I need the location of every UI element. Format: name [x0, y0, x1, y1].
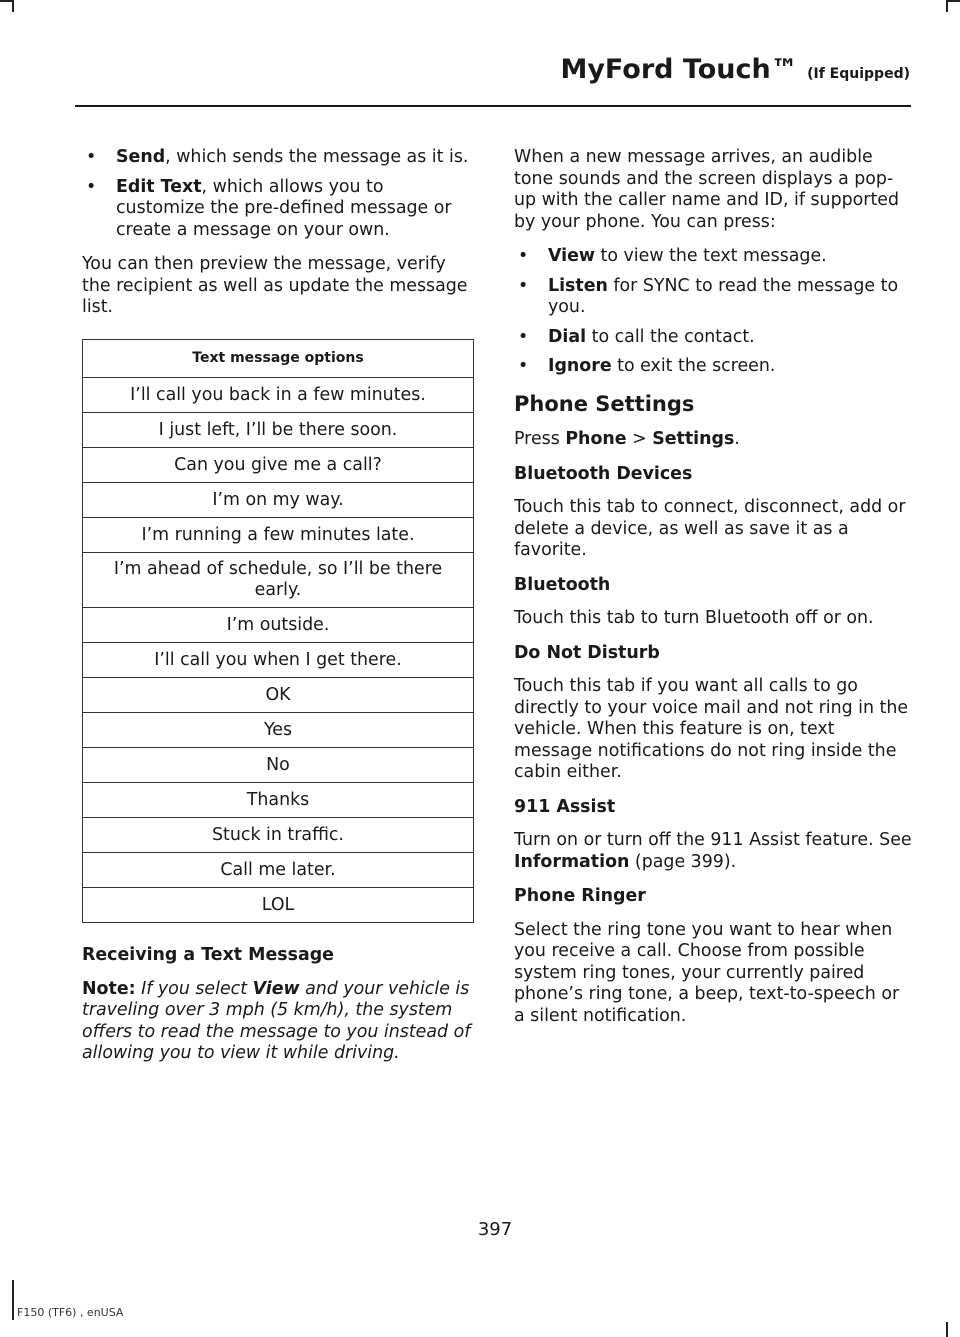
bullet-term: View [548, 246, 595, 266]
note-label: Note: [82, 978, 136, 999]
paragraph: Touch this tab if you want all calls to go directly to your voice mail and not ring in the vehicle. When this feature is on, text message notifications do not ring inside the cabin either. [514, 676, 909, 782]
bullet-term: Listen [548, 275, 608, 296]
table-header: Text message options [83, 339, 474, 378]
crop-mark [0, 0, 12, 2]
note-text: and your vehicle is traveling over 3 mph (5 km/h), the system offers to read the message to you instead of allowing you to view it while driving. [82, 978, 471, 1063]
table-cell: LOL [83, 888, 474, 923]
table-row [83, 413, 474, 448]
text: . [734, 429, 740, 449]
page-number: 397 [477, 1219, 513, 1240]
table-cell: I’m ahead of schedule, so I’ll be there early. [83, 553, 474, 608]
table-row [83, 783, 474, 818]
table-cell: I’ll call you back in a few minutes. [83, 378, 474, 413]
text: (page 399). [629, 851, 737, 872]
section-heading: Bluetooth Devices [514, 463, 693, 484]
section-heading: Do Not Disturb [514, 642, 660, 663]
list-item [514, 276, 914, 319]
text: > [626, 429, 653, 449]
section-heading: 911 Assist [514, 796, 616, 817]
bullet-text: to call the contact. [586, 326, 755, 347]
page-header [560, 54, 910, 85]
list-item [514, 327, 914, 349]
paragraph [514, 830, 914, 873]
list-item [82, 147, 474, 169]
paragraph: Touch this tab to turn Bluetooth off or on. [514, 608, 874, 628]
paragraph: You can then preview the message, verify the recipient as well as update the message list. [82, 254, 468, 317]
bullet-text: , which allows you to customize the pre-defined message or create a message on your own. [116, 176, 452, 240]
bullet-text: to view the text message. [594, 246, 827, 266]
crop-mark [946, 0, 948, 12]
table-row [83, 448, 474, 483]
header-subtitle: (If Equipped) [807, 66, 910, 82]
bullet-term: Send [116, 147, 166, 167]
table-row [83, 553, 474, 608]
table-cell: I just left, I’ll be there soon. [83, 413, 474, 448]
text-message-options-table [82, 339, 474, 924]
footer: F150 (TF6) , enUSA [17, 1306, 124, 1319]
section-title: Phone Settings [514, 391, 695, 416]
table-row [83, 748, 474, 783]
text: Press [514, 429, 566, 449]
table-row [83, 378, 474, 413]
table-row [83, 483, 474, 518]
table-cell: I’m on my way. [83, 483, 474, 518]
paragraph: Select the ring tone you want to hear when you receive a call. Choose from possible system ring tones, your currently paired phone’s ring tone, a beep, text-to-speech or a silent notification. [514, 919, 900, 1026]
crop-mark [12, 1280, 14, 1320]
list-item [82, 177, 474, 242]
bullet-text: to exit the screen. [611, 356, 776, 376]
crop-mark [12, 0, 14, 12]
menu-term: Phone [565, 429, 627, 449]
press-options-bullets [514, 246, 914, 378]
table-cell: No [83, 748, 474, 783]
table-cell: I’ll call you when I get there. [83, 643, 474, 678]
header-rule [75, 105, 911, 107]
table-row [83, 608, 474, 643]
bullet-text: for SYNC to read the message to you. [548, 275, 899, 317]
list-item [514, 246, 914, 268]
table-cell: Call me later. [83, 853, 474, 888]
table-row [83, 678, 474, 713]
section-heading: Receiving a Text Message [82, 945, 334, 965]
bullet-text: , which sends the message as it is. [165, 147, 469, 167]
bullet-term: Ignore [548, 356, 612, 376]
list-item [514, 356, 914, 378]
note [82, 979, 474, 1065]
table-row [83, 713, 474, 748]
table-row [83, 853, 474, 888]
crop-mark [948, 0, 960, 2]
table-row [83, 818, 474, 853]
table-row [83, 518, 474, 553]
text: Turn on or turn off the 911 Assist feature. See [514, 830, 912, 850]
table-cell: I’m running a few minutes late. [83, 518, 474, 553]
table-row [83, 643, 474, 678]
left-column [82, 147, 474, 1078]
bullet-term: Edit Text [116, 176, 202, 197]
section-heading: Phone Ringer [514, 886, 646, 906]
note-emphasis: View [252, 978, 300, 999]
header-title: MyFord Touch™ [560, 54, 798, 85]
crop-mark [946, 1322, 948, 1337]
table-cell: I’m outside. [83, 608, 474, 643]
note-text: If you select [135, 978, 253, 999]
table-cell: Thanks [83, 783, 474, 818]
menu-term: Settings [652, 429, 735, 449]
paragraph: Touch this tab to connect, disconnect, add or delete a device, as well as save it as a favorite. [514, 497, 906, 560]
bullet-term: Dial [548, 326, 587, 347]
table-cell: Can you give me a call? [83, 448, 474, 483]
paragraph [514, 429, 914, 451]
table-row [83, 888, 474, 923]
cross-reference: Information [514, 851, 630, 872]
paragraph: When a new message arrives, an audible tone sounds and the screen displays a pop-up with the caller name and ID, if supported by your phone. You can press: [514, 147, 899, 232]
section-heading: Bluetooth [514, 574, 611, 595]
option-bullets [82, 147, 474, 241]
table-cell: Yes [83, 713, 474, 748]
table-cell: OK [83, 678, 474, 713]
table-cell: Stuck in traffic. [83, 818, 474, 853]
right-column [514, 147, 914, 1040]
